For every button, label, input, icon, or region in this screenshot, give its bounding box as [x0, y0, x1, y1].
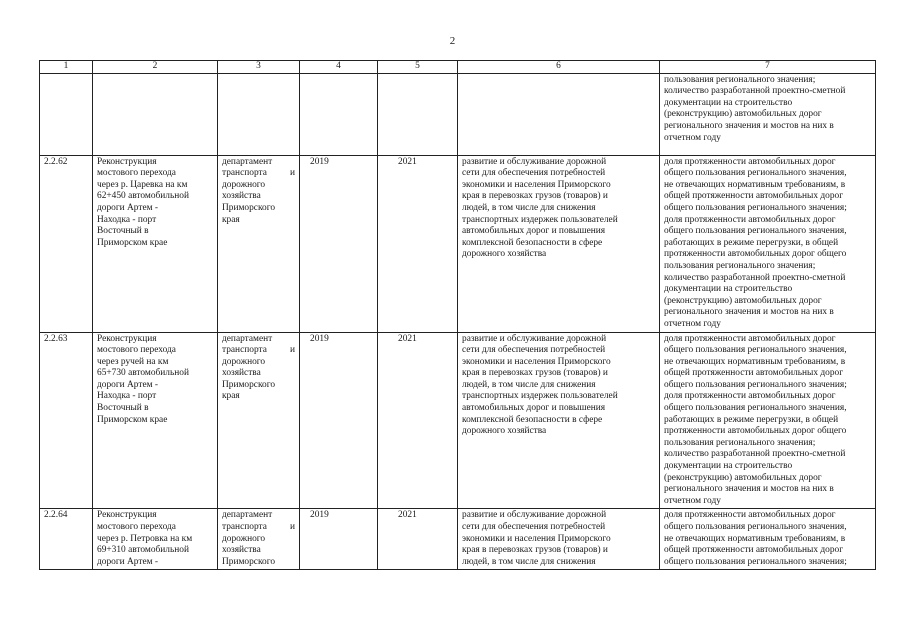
text-line: пользования регионального значения; — [664, 260, 816, 271]
text-line: Реконструкция — [97, 510, 157, 521]
text-line: департамент — [222, 333, 273, 344]
text-line: Приморского — [222, 556, 276, 567]
table-row — [40, 509, 876, 570]
expected-result-cell — [458, 509, 660, 570]
table-cell — [218, 73, 300, 155]
column-header: 7 — [660, 61, 876, 74]
text-line: комплексной безопасности в сфере — [462, 414, 603, 425]
table-row — [40, 155, 876, 332]
text-line: 65+730 автомобильной — [97, 368, 189, 379]
executor-cell — [218, 155, 300, 332]
text-line: Восточный в — [97, 403, 149, 414]
indicators-cell — [660, 155, 876, 332]
text-word: транспорта — [222, 168, 267, 179]
text-word: транспорта — [222, 345, 267, 356]
text-line: Приморском крае — [97, 414, 168, 425]
text-line: общей протяженности автомобильных дорог — [664, 191, 844, 202]
text-line: протяженности автомобильных дорог общего — [664, 249, 847, 260]
table-cell — [40, 73, 93, 155]
expected-result-cell — [458, 332, 660, 509]
text-line: доля протяженности автомобильных дорог — [664, 156, 836, 167]
text-line: работающих в режиме перегрузки, в общей — [664, 237, 839, 248]
text-line: Приморского — [222, 202, 276, 213]
table-cell — [458, 73, 660, 155]
text-line: комплексной безопасности в сфере — [462, 237, 603, 248]
text-line: Находка - порт — [97, 214, 157, 225]
text-line: регионального значения и мостов на них в — [664, 120, 834, 131]
text-line: общего пользования регионального значения; — [664, 202, 847, 213]
program-activities-table — [39, 60, 876, 570]
text-line: хозяйства — [222, 368, 261, 379]
text-line: общей протяженности автомобильных дорог — [664, 545, 844, 556]
text-line: количество разработанной проектно-сметной — [664, 272, 846, 283]
text-line — [222, 345, 295, 357]
text-line: мостового перехода — [97, 522, 176, 532]
text-line: доля протяженности автомобильных дорог — [664, 214, 836, 225]
text-line: отчетном году — [664, 318, 721, 329]
table-cell — [300, 73, 378, 155]
text-line: Реконструкция — [97, 156, 157, 167]
text-line: транспортных издержек пользователей — [462, 214, 618, 225]
text-line: Находка - порт — [97, 391, 157, 402]
text-line: через ручей на км — [97, 356, 169, 367]
expected-result-cell — [458, 155, 660, 332]
column-header: 6 — [458, 61, 660, 74]
activity-number-cell: 2.2.63 — [40, 332, 93, 509]
text-line: дороги Артем - — [97, 202, 159, 213]
text-line: работающих в режиме перегрузки, в общей — [664, 414, 839, 425]
start-year-cell: 2019 — [300, 155, 378, 332]
page-number: 2 — [449, 35, 456, 47]
text-line: количество разработанной проектно-сметной — [664, 86, 846, 97]
text-line: не отвечающих нормативным требованиям, в — [664, 179, 846, 190]
text-line: хозяйства — [222, 191, 261, 202]
text-line: края — [222, 214, 240, 225]
activity-number-cell: 2.2.62 — [40, 155, 93, 332]
text-line: не отвечающих нормативным требованиям, в — [664, 533, 846, 544]
text-line: дорожного — [222, 533, 266, 544]
text-line — [222, 522, 295, 534]
text-line: края в перевозках грузов (товаров) и — [462, 368, 608, 379]
text-line: общего пользования регионального значения, — [664, 345, 847, 356]
text-line: края в перевозках грузов (товаров) и — [462, 545, 608, 556]
activity-name-cell — [93, 155, 218, 332]
text-line: департамент — [222, 510, 273, 521]
text-line: пользования регионального значения; — [664, 74, 816, 85]
executor-cell — [218, 332, 300, 509]
text-line: количество разработанной проектно-сметной — [664, 449, 846, 460]
text-line: регионального значения и мостов на них в — [664, 307, 834, 318]
text-line: (реконструкцию) автомобильных дорог — [664, 295, 822, 306]
text-line: дороги Артем - — [97, 379, 159, 390]
text-line: Реконструкция — [97, 333, 157, 344]
text-line: (реконструкцию) автомобильных дорог — [664, 109, 822, 120]
text-line: экономики и населения Приморского — [462, 533, 611, 544]
text-line: дорожного хозяйства — [462, 426, 547, 437]
text-line: дороги Артем - — [97, 556, 159, 567]
table-row — [40, 332, 876, 509]
column-header: 3 — [218, 61, 300, 74]
text-word: и — [289, 168, 295, 179]
text-line: отчетном году — [664, 132, 721, 143]
text-line: автомобильных дорог и повышения — [462, 403, 606, 414]
text-word: и — [289, 522, 295, 532]
text-line: дорожного — [222, 356, 266, 367]
text-line: департамент — [222, 156, 273, 167]
text-line: общего пользования регионального значения, — [664, 226, 847, 237]
text-line: протяженности автомобильных дорог общего — [664, 426, 847, 437]
end-year-cell: 2021 — [378, 509, 458, 570]
text-line: доля протяженности автомобильных дорог — [664, 333, 836, 344]
text-line: общего пользования регионального значения, — [664, 403, 847, 414]
column-header: 4 — [300, 61, 378, 74]
text-line: людей, в том числе для снижения — [462, 379, 596, 390]
text-line: сети для обеспечения потребностей — [462, 168, 606, 179]
text-line: Приморском крае — [97, 237, 168, 248]
text-line: людей, в том числе для снижения — [462, 556, 596, 567]
column-header: 5 — [378, 61, 458, 74]
text-line: регионального значения и мостов на них в — [664, 484, 834, 495]
text-line: развитие и обслуживание дорожной — [462, 156, 607, 167]
text-line: общего пользования регионального значения; — [664, 556, 847, 567]
text-line: развитие и обслуживание дорожной — [462, 333, 607, 344]
executor-cell — [218, 509, 300, 570]
indicators-cell — [660, 332, 876, 509]
table-cell — [93, 73, 218, 155]
text-line: доля протяженности автомобильных дорог — [664, 391, 836, 402]
end-year-cell: 2021 — [378, 155, 458, 332]
text-line: хозяйства — [222, 545, 261, 556]
text-line: пользования регионального значения; — [664, 437, 816, 448]
text-line: экономики и населения Приморского — [462, 356, 611, 367]
activity-name-cell — [93, 509, 218, 570]
text-line: экономики и населения Приморского — [462, 179, 611, 190]
end-year-cell: 2021 — [378, 332, 458, 509]
activity-number-cell: 2.2.64 — [40, 509, 93, 570]
text-line: края — [222, 391, 240, 402]
table-cell — [378, 73, 458, 155]
text-line: общего пользования регионального значения, — [664, 168, 847, 179]
text-line: края в перевозках грузов (товаров) и — [462, 191, 608, 202]
column-header: 2 — [93, 61, 218, 74]
text-line: документации на строительство — [664, 97, 793, 108]
text-line — [222, 168, 295, 180]
text-line: документации на строительство — [664, 461, 793, 472]
text-line: Восточный в — [97, 226, 149, 237]
text-line: документации на строительство — [664, 284, 793, 295]
text-line: сети для обеспечения потребностей — [462, 345, 606, 356]
text-line: общей протяженности автомобильных дорог — [664, 368, 844, 379]
text-line: через р. Петровка на км — [97, 533, 193, 544]
text-line: Приморского — [222, 379, 276, 390]
text-line: транспортных издержек пользователей — [462, 391, 618, 402]
continuation-row — [40, 73, 876, 155]
text-line: мостового перехода — [97, 345, 176, 356]
text-line: доля протяженности автомобильных дорог — [664, 510, 836, 521]
activity-name-cell — [93, 332, 218, 509]
text-line: развитие и обслуживание дорожной — [462, 510, 607, 521]
column-number-header-row — [40, 61, 876, 74]
text-line: не отвечающих нормативным требованиям, в — [664, 356, 846, 367]
text-line: общего пользования регионального значения, — [664, 522, 847, 532]
text-line: дорожного хозяйства — [462, 249, 547, 260]
indicators-cell — [660, 73, 876, 155]
text-line: отчетном году — [664, 495, 721, 506]
text-line: людей, в том числе для снижения — [462, 202, 596, 213]
indicators-cell — [660, 509, 876, 570]
text-line: автомобильных дорог и повышения — [462, 226, 606, 237]
text-line: мостового перехода — [97, 168, 176, 179]
text-line: общего пользования регионального значения; — [664, 379, 847, 390]
text-line: 69+310 автомобильной — [97, 545, 189, 556]
text-line: (реконструкцию) автомобильных дорог — [664, 472, 822, 483]
text-word: и — [289, 345, 295, 356]
column-header: 1 — [40, 61, 93, 74]
text-line: через р. Царевка на км — [97, 179, 188, 190]
text-line: 62+450 автомобильной — [97, 191, 189, 202]
text-line: сети для обеспечения потребностей — [462, 522, 606, 532]
text-word: транспорта — [222, 522, 267, 532]
start-year-cell: 2019 — [300, 332, 378, 509]
start-year-cell: 2019 — [300, 509, 378, 570]
text-line: дорожного — [222, 179, 266, 190]
